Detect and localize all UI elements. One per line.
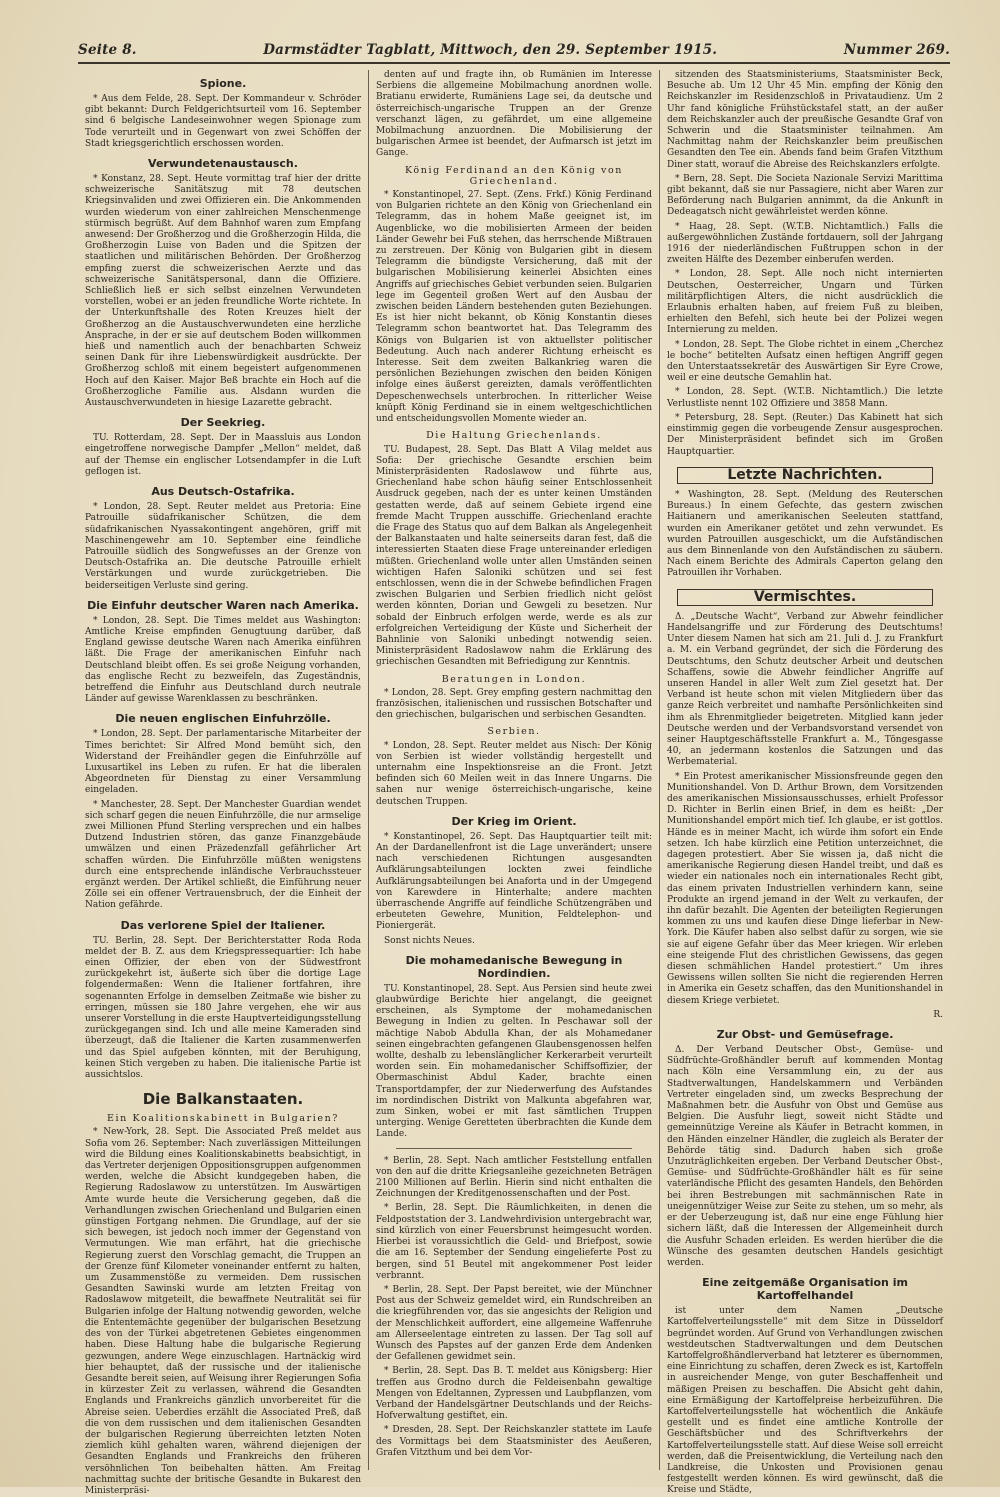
page-number: Seite 8.: [78, 42, 137, 58]
newspaper-title-date: Darmstädter Tagblatt, Mittwoch, den 29. September 1915.: [263, 42, 718, 58]
divider: [396, 1148, 632, 1149]
article-ostafrika: * London, 28. Sept. Reuter meldet aus Pretoria: Eine Patrouille südafrikanischer Schützen, die dem südafrikanischen Nyassakontingent angehören, griff mit Maschinengewehr am 10. September eine feindliche Patrouille südlich des Songwefusses an der Grenze von Deutsch-Ostafrika an. Die deutsche Patrouille erhielt Verstärkungen und wurde zurückgetrieben. Die beiderseitigen Verluste sind gering.: [85, 502, 361, 591]
article-petersburg: * Petersburg, 28. Sept. (Reuter.) Das Kabinett hat sich einstimmig gegen die vorbeugende Zensur ausgesprochen. Der Ministerpräsident befindet sich im Großen Hauptquartier.: [667, 412, 943, 457]
headline-italiener: Das verlorene Spiel der Italiener.: [120, 918, 326, 932]
article-london-3: * London, 28. Sept. (W.T.B. Nichtamtlich.) Die letzte Verlustliste nennt 102 Offiziere und 3858 Mann.: [667, 387, 943, 409]
columns: [78, 70, 950, 1496]
article-haltung-griechenlands: TU. Budapest, 28. Sept. Das Blatt A Vilag meldet aus Sofia: Der griechische Gesandte erschien beim Ministerpräsidenten Radoslawow und führte aus, Griechenland habe schon häufig seiner Entschlossenheit Ausdruck gegeben, nach der es unter keinen Umständen gestatten werde, daß auf seinem Gebiete irgend eine fremde Macht Truppen ausschiffe. Griechenland erachte die Frage des Status quo auf dem Balkan als Angelegenheit der Balkanstaaten und halte seinerseits daran fest, daß die interessierten Staaten diese Frage untereinander erledigen müßten. Griechenland wolle unter allen Umständen seinen wichtigen Hafen Saloniki schützen und sei fest entschlossen, wenn die in der Schwebe befindlichen Fragen zwischen Bulgarien und Serbien friedlich nicht gelöst werden könnten, Dorian und Gewgeli zu besetzen. Nur sobald der Einbruch erfolgen werde, werde es als zur erfolgreichen Verteidigung der Küste und Sicherheit der Bahnlinie von Saloniki unbedingt notwendig seien. Ministerpräsident Radoslawow nahm die Erklärung des griechischen Gesandten mit Befriedigung zur Kenntnis.: [376, 444, 652, 668]
article-berlin-1: * Berlin, 28. Sept. Nach amtlicher Feststellung entfallen von den auf die dritte Kriegsanleihe gezeichneten Beträgen 2100 Millionen auf Berlin. Hierin sind nicht enthalten die Zeichnungen der Kreditgenossenschaften und der Post.: [376, 1155, 652, 1200]
subheadline-haltung-griechenlands: Die Haltung Griechenlands.: [426, 430, 602, 442]
article-berlin-4: * Berlin, 28. Sept. Das B. T. meldet aus Königsberg: Hier treffen aus Grodno durch die Feldeisenbahn gewaltige Mengen von Edeltannen, Zypressen und Laubpflanzen, vom Verband der Handelsgärtner Deutschlands und der Reichs-Hofverwaltung gestiftet, ein.: [376, 1366, 652, 1422]
article-continued: sitzenden des Staatsministeriums, Staatsminister Beck, Besuche ab. Um 12 Uhr 45 Min. empfing der König den Reichskanzler im Residenzschloß in Privataudienz. Um 2 Uhr fand königliche Frühstückstafel statt, an der außer dem Reichskanzler auch der preußische Gesandte Graf von Schwerin und die Staatsminister teilnahmen. Am Nachmittag nahm der Reichskanzler beim preußischen Gesandten den Tee ein. Abends fand beim Grafen Vitzthum Diner statt, worauf die Abreise des Reichskanzlers erfolgte.: [667, 70, 943, 170]
article-einfuhr: * London, 28. Sept. Die Times meldet aus Washington: Amtliche Kreise empfinden Genugtuung darüber, daß England gewisse deutsche Waren nach Amerika einführen läßt. Die Frage der amerikanischen Einfuhr nach Deutschland bleibt offen. Es sei große Neigung vorhanden, das englische Recht zu bezweifeln, das Zugeständnis, betreffend die Einfuhr aus Deutschland durch neutrale Länder auf gewisse Warenklassen zu beschränken.: [85, 615, 361, 705]
headline-balkanstaaten: Die Balkanstaaten.: [142, 1090, 304, 1109]
column-1: [78, 70, 368, 1496]
headline-letzte-nachrichten: Letzte Nachrichten.: [677, 467, 933, 484]
article-serbien: * London, 28. Sept. Reuter meldet aus Nisch: Der König von Serbien ist wieder vollständig hergestellt und unternahm eine Inspektionsreise an die Front. Jetzt befinden sich 60 Meilen weit in das Innere Ungarns. Die sahen nur wenige österreichisch-ungarische, keine deutschen Truppen.: [376, 740, 652, 807]
headline-nordindien: Die mohamedanische Bewegung in Nordindien.: [405, 953, 623, 980]
article-berlin-2: * Berlin, 28. Sept. Die Räumlichkeiten, in denen die Feldpoststation der 3. Landwehrdivision untergebracht war, sind kürzlich von einer Feuersbrunst heimgesucht worden. Hierbei ist voraussichtlich die Geld- und Briefpost, sowie die am 16. September der Sendung eingelieferte Post zu bergen, sind 51 Beutel mit angekommener Post leider verbrannt.: [376, 1203, 652, 1281]
article-italiener: TU. Berlin, 28. Sept. Der Berichterstatter Roda Roda meldet der B. Z. aus dem Kriegspressequartier: Ich habe einen Offizier, der eben von der Südwestfront zurückgekehrt ist, äußerte sich über die dortige Lage folgendermaßen: Wenn die Italiener fortfahren, ihre sogenannten Erfolge in demselben Zeitmaße wie bisher zu erringen, müssen sie 180 Jahre vergehen, ehe wir aus unserer Vorstellung in die erste Hauptverteidigungsstellung zurückgegangen sind. Ich und alle meine Kameraden sind überzeugt, daß die Italiener die Karten zusammenwerfen und das Spiel aufgeben könnten, mit der Beruhigung, keinen Stich vergeben zu haben. Die italienische Partie ist aussichtslos.: [85, 935, 361, 1081]
article-london-2: * London, 28. Sept. The Globe richtet in einem „Cherchez le boche“ betitelten Aufsatz einen heftigen Angriff gegen den Unterstaatssekretär des Auswärtigen Sir Eyre Crowe, weil er eine deutsche Gemahlin hat.: [667, 339, 943, 384]
headline-einfuhr: Die Einfuhr deutscher Waren nach Amerika.: [87, 598, 359, 612]
headline-obst-gemuese: Zur Obst- und Gemüsefrage.: [716, 1028, 894, 1042]
headline-kartoffelhandel: Eine zeitgemäße Organisation im Kartoffelhandel: [702, 1276, 908, 1303]
headline-vermischtes: Vermischtes.: [677, 589, 933, 606]
signature: R.: [933, 1009, 943, 1020]
article-seekrieg: TU. Rotterdam, 28. Sept. Der in Maassluis aus London eingetroffene norwegische Dampfer „Mellon“ meldet, daß auf der Themse ein englischer Lotsendampfer in die Luft geflogen ist.: [85, 433, 361, 477]
subheadline-koenig-ferdinand: König Ferdinand an den König von Griechenland.: [404, 164, 624, 187]
subheadline-beratungen: Beratungen in London.: [441, 673, 587, 685]
article-beratungen: * London, 28. Sept. Grey empfing gestern nachmittag den französischen, italienischen und russischen Botschafter und den griechischen, bulgarischen und serbischen Gesandten.: [376, 687, 652, 721]
article-protest: * Ein Protest amerikanischer Missionsfreunde gegen den Munitionshandel. Von D. Arthur Brown, dem Vorsitzenden des amerikanischen Missionsausschusses, erhielt Professor D. Richter in Berlin einen Brief, in dem es heißt: „Der Munitionshandel empört mich tief. Ich glaube, er ist gottlos. Hände es in meiner Macht, ich würde ihm sofort ein Ende setzen. Ich habe kürzlich eine Petition unterzeichnet, die dagegen protestiert. Aber Sie wissen ja, daß nicht die amerikanische Regierung diesen Handel treibt, und daß es wieder ein nationales noch ein internationales Recht gibt, das einem privaten Industriellen verhindern kann, seine Produkte an irgend jemand in der Welt zu verkaufen, der ihn dafür bezahlt. Die Agenten der beteiligten Regierungen kommen zu uns und kaufen diese Dinge lieferbar in New-York. Die Käufer haben also selbst dafür zu sorgen, wie sie sie auf eigene Gefahr über das Meer kriegen. Wir erleben eine steigende Flut des christlichen Gewissens, das gegen diesen schmählichen Handel protestiert.“ Um ihres Gewissens willen sollten Sie nicht die regierenden Herren in Amerika ein Gesetz schaffen, das den Munitionshandel in diesem Kriege verbietet.: [667, 771, 943, 1006]
article-bern: * Bern, 28. Sept. Die Societa Nazionale Servizi Marittima gibt bekannt, daß sie nur Passagiere, nicht aber Waren zur Beförderung nach Bulgarien annimmt, da die Ankunft in Dedeagatsch nicht gewährleistet werden könne.: [667, 173, 943, 218]
headline-spione: Spione.: [199, 77, 247, 90]
headline-seekrieg: Der Seekrieg.: [180, 416, 266, 430]
issue-number: Nummer 269.: [843, 42, 950, 58]
article-berlin-3: * Berlin, 28. Sept. Der Papst bereitet, wie der Münchner Post aus der Schweiz gemeldet wird, ein Rundschreiben an die kriegführenden vor, das sie angesichts der Religion und der Menschlichkeit auffordert, eine allgemeine Waffenruhe am Allerseelentage eintreten zu lassen. Der Tag soll auf Wunsch des Papstes auf der ganzen Erde dem Andenken der Gefallenen gewidmet sein.: [376, 1284, 652, 1363]
subheadline-koalition: Ein Koalitionskabinett in Bulgarien?: [107, 1113, 339, 1125]
article-koalition: * New-York, 28. Sept. Die Associated Preß meldet aus Sofia vom 26. September: Nach zuverlässigen Mitteilungen wird die Bildung eines Koalitionskabinetts beabsichtigt, in das Vertreter derjenigen Oppositionsgruppen aufgenommen werden, welche die Absicht kundgegeben haben, die Regierung Radoslawow zu unterstützen. Im Auswärtigen Amte wurde heute die Versicherung gegeben, daß die Verhandlungen zwischen Griechenland und Bulgarien einen günstigen Fortgang nehmen. Die Grundlage, auf der sie sich bewegen, ist jedoch noch immer der Gegenstand von Vermutungen. Wie man erfährt, hat die griechische Regierung zuerst den Vorschlag gemacht, die Truppen an der Grenze fünf Kilometer voneinander entfernt zu halten, um Zusammenstöße zu vermeiden. Dem russischen Gesandten Sawinski wurde am letzten Freitag von Radoslawow mitgeteilt, die bewaffnete Neutralität sei für Bulgarien infolge der Haltung notwendig geworden, welche die Ententemächte gegenüber der bulgarischen Besetzung des von der Türkei abgetretenen Gebietes eingenommen haben. Diese Haltung habe die bulgarische Regierung gezwungen, andere Wege einzuschlagen. Hartnäckig wird hier behauptet, daß der russische und der italienische Gesandte bereit seien, auf Weisung ihrer Regierungen Sofia in kürzester Zeit zu verlassen, während die Gesandten Englands und Frankreichs gänzlich unvorbereitet für die Abreise seien. Ueberdies erzählt die Associated Preß, daß die von dem russischen und dem italienischen Gesandten der bulgarischen Regierung überreichten letzten Noten ziemlich kühl gehalten waren, während diejenigen der Gesandten Englands und Frankreichs den früheren versöhnlichen Ton beibehalten hätten. Am Freitag nachmittag suchte der britische Gesandte in Bukarest den Ministerpräsi-: [85, 1127, 361, 1496]
headline-ostafrika: Aus Deutsch-Ostafrika.: [151, 485, 295, 499]
headline-krieg-im-orient: Der Krieg im Orient.: [451, 814, 577, 828]
article-obst-gemuese: Δ. Der Verband Deutscher Obst-, Gemüse- und Südfrüchte-Großhändler beruft auf kommenden Montag nach Köln eine Versammlung ein, zu der aus Stadtverwaltungen, Handelskammern und Verbänden Vertreter eingeladen sind, um zwecks Besprechung der Maßnahmen betr. die Ausfuhr von Obst und Gemüse aus Belgien. Die Ausfuhr liegt, soweit nicht Städte und gemeinnützige Vereine als Käufer in Betracht kommen, in den Händen einzelner Händler, die zugleich als Berater der Behörde tätig sind. Dadurch haben sich große Unzuträglichkeiten ergeben. Der Verband Deutscher Obst-, Gemüse- und Südfrüchte-Großhändler hält es für seine vaterländische Pflicht des gesamten Handels, den Behörden bei ihren Bestrebungen mit sachmännischen Rate in uneigennütziger Weise zur Seite zu stehen, um so mehr, als er der Ueberzeugung ist, daß nur eine enge Fühlung hier sichern läßt, daß die Interessen der Allgemeinheit durch die Ausfuhr Schaden erleiden. Es werden hierüber die die Wünsche des gesamten deutschen Handels gesichtigt werden.: [667, 1045, 943, 1268]
article-deutsche-wacht: Δ. „Deutsche Wacht“, Verband zur Abwehr feindlicher Handelsangriffe und zur Förderung des Deutschtums! Unter diesem Namen hat sich am 21. Juli d. J. zu Frankfurt a. M. ein Verband gegründet, der sich die Förderung des Deutschtums, den Schutz deutscher Arbeit und deutschen Schaffens, sowie die Abwehr feindlicher Angriffe auf unseren Handel in aller Welt zum Ziel gesetzt hat. Der Verband ist heute schon mit vielen Mitgliedern über das ganze Reich verbreitet und namhafte Persönlichkeiten sind ihm als Ehrenmitglieder beigetreten. Mitglied kann jeder Deutsche werden und der Verbandsvorstand versendet von seiner Hauptgeschäftsstelle Frankfurt a. M., Töngesgasse 40, an jedermann kostenlos die Satzungen und das Werbematerial.: [667, 611, 943, 768]
article-washington: * Washington, 28. Sept. (Meldung des Reuterschen Bureaus.) In einem Gefechte, das gestern zwischen Haitianern und amerikanischen Seeleuten stattfand, wurden ein Amerikaner getötet und zehn verwundet. Es wurden Patrouillen ausgeschickt, um die Aufständischen aus dem Binnenlande von den Aufständischen zu säubern. Nach einem Berichte des Admirals Caperton gelang den Patrouillen ihr Vorhaben.: [667, 489, 943, 579]
column-2: [368, 70, 659, 1470]
article-dresden: * Dresden, 28. Sept. Der Reichskanzler stattete im Laufe des Vormittags bei dem Staatsminister des Aeußeren, Grafen Vitzthum und bei dem Vor-: [376, 1425, 652, 1458]
article-einfuhrzoelle-1: * London, 28. Sept. Der parlamentarische Mitarbeiter der Times berichtet: Sir Alfred Mond bemüht sich, den Widerstand der Freihändler gegen die Einfuhrzölle auf Luxusartikel ins Leben zu rufen. Er hat die liberalen Abgeordneten für Dienstag zu einer Versammlung eingeladen.: [85, 729, 361, 796]
article-continued: denten auf und fragte ihn, ob Rumänien im Interesse Serbiens die allgemeine Mobilmachung anordnen wolle. Bratianu erwiderte, Rumäniens Lage sei, da deutsche und österreichisch-ungarische Truppen an der Grenze verschanzt lägen, zu gefährdet, um eine allgemeine Mobilmachung anzuordnen. Die Mobilisierung der bulgarischen Armee ist beendet, der Aufmarsch ist jetzt im Gange.: [376, 70, 652, 159]
article-haag: * Haag, 28. Sept. (W.T.B. Nichtamtlich.) Falls die außergewöhnlichen Zustände fortdauern, soll der Jahrgang 1916 der niederländischen Fußtruppen schon in der zweiten Hälfte des Dezember einberufen werden.: [667, 221, 943, 266]
headline-verwundetenaustausch: Verwundetenaustausch.: [148, 157, 298, 171]
article-london-1: * London, 28. Sept. Alle noch nicht internierten Deutschen, Oesterreicher, Ungarn und Türken militärpflichtigen Alters, die nicht ausdrücklich die Erlaubnis erhalten haben, auf freiem Fuß zu bleiben, erhielten den Befehl, sich heute bei der Polizei wegen Internierung zu melden.: [667, 269, 943, 336]
article-verwundetenaustausch: * Konstanz, 28. Sept. Heute vormittag traf hier der dritte schweizerische Sanitätszug mit 78 deutschen Kriegsinvaliden und zwei Offizieren ein. Die Ankommenden wurden wiederum von einer zahlreichen Menschenmenge stürmisch begrüßt. Auf dem Bahnhof waren zum Empfang anwesend: Der Großherzog und die Großherzogin Hilda, die Großherzogin Luise von Baden und die Spitzen der staatlichen und militärischen Behörden. Der Großherzog empfing zuerst die schweizerischen Aerzte und das schweizerische Sanitätspersonal, dann die Offiziere. Schließlich ließ er sich selbst einzelnen Verwundeten vorstellen, wobei er an jeden freundliche Worte richtete. In der Unterkunftshalle des Roten Kreuzes hielt der Großherzog an die Austauschverwundeten eine herzliche Ansprache, in der er sie auf deutschem Boden willkommen hieß und namentlich auch der benachbarten Schweiz seinen Dank für ihre Liebenswürdigkeit ausdrückte. Der Großherzog schloß mit einem begeistert aufgenommenen Hoch auf den Kaiser. Major Beß brachte ein Hoch auf die Großherzogliche Familie aus. Alsdann wurden die Austauschverwundeten in hiesige Lazarette gebracht.: [85, 174, 361, 409]
article-spione: * Aus dem Felde, 28. Sept. Der Kommandeur v. Schröder gibt bekannt: Durch Feldgerichtsurteil vom 16. September sind 6 belgische Landeseinwohner wegen Spionage zum Tode verurteilt und in Gegenwart von zwei Schöffen der Stadt kriegsgerichtlich erschossen worden.: [85, 94, 361, 149]
article-kartoffelhandel: ist unter dem Namen „Deutsche Kartoffelverteilungsstelle“ mit dem Sitze in Düsseldorf begründet worden. Auf Grund von Verhandlungen zwischen westdeutschen Stadtverwaltungen und dem Deutschen Kartoffelgroßhändlerverband hat letzterer es übernommen, eine Einrichtung zu schaffen, deren Zweck es ist, Kartoffeln in ausreichender Menge, von guter Beschaffenheit und mäßigen Preisen zu beschaffen. Die Absicht geht dahin, eine Ermäßigung der Kartoffelpreise herbeizuführen. Die Kartoffelverteilungsstelle hat wöchentlich die Ankäufe gestellt und es findet eine amtliche Kontrolle der Geschäftsbücher und des Schriftverkehrs der Kartoffelverteilungsstelle statt. Auf diese Weise soll erreicht werden, daß die Preisentwicklung, die Verteilung nach den Landkreise, die Unkosten und Provisionen genau festgestellt werden können. Es wird gewünscht, daß die Kreise und Städte,: [667, 1306, 943, 1496]
subheadline-serbien: Serbien.: [487, 726, 541, 738]
masthead: [78, 42, 950, 64]
headline-einfuhrzoelle: Die neuen englischen Einfuhrzölle.: [115, 712, 331, 726]
article-einfuhrzoelle-2: * Manchester, 28. Sept. Der Manchester Guardian wendet sich scharf gegen die neuen Einfuhrzölle, die nur armselige zwei Millionen Pfund Sterling versprechen und ein halbes Dutzend Industrien stören, das ganze Finanzgebäude umwälzen und einen Präzedenzfall gefährlicher Art schaffen würden. Die Einfuhrzölle müßten wenigstens durch eine entsprechende inländische Verbrauchssteuer ergänzt werden. Der Artikel schließt, die Einführung neuer Zölle sei ein offener Vertrauensbruch, der die Einheit der Nation gefährde.: [85, 799, 361, 911]
article-krieg-im-orient-2: Sonst nichts Neues.: [384, 935, 475, 946]
column-3: [659, 70, 950, 1496]
article-krieg-im-orient: * Konstantinopel, 26. Sept. Das Hauptquartier teilt mit: An der Dardanellenfront ist die Lage unverändert; unsere nach verschiedenen Richtungen ausgesandten Aufklärungsabteilungen lockten zwei feindliche Aufklärungsabteilungen bei Anaforta und in der Umgegend von Karewdere in Hinterhalte; andere machten überraschende Angriffe auf feindliche Schützengräben und erbeuteten Gewehre, Munition, Feldtelephon- und Pioniergerät.: [376, 831, 652, 932]
article-koenig-ferdinand: * Konstantinopel, 27. Sept. (Zens. Frkf.) König Ferdinand von Bulgarien richtete an den König von Griechenland ein Telegramm, das in hohem Maße geeignet ist, im Augenblicke, wo die mobilisierten Armeen der beiden Länder Gewehr bei Fuß stehen, das herrschende Mißtrauen zu zerstreuen. Der König von Bulgarien gibt in diesem Telegramm die bündigste Versicherung, daß mit der bulgarischen Mobilisierung keinerlei Absichten eines Angriffs auf griechisches Gebiet verbunden seien. Bulgarien lege im Gegenteil großen Wert auf den Ausbau der zwischen beiden Ländern bestehenden guten Beziehungen. Es ist hier nicht bekannt, ob König Konstantin dieses Telegramm schon beantwortet hat. Das Telegramm des Königs von Bulgarien ist von aktuellster politischer Bedeutung. Auch nach anderer Richtung erheischt es Interesse. Seit dem zweiten Balkankrieg waren die persönlichen Beziehungen zwischen den beiden Königen infolge eines äußerst gereizten, damals veröffentlichten Depeschenwechsels unterbrochen. In ritterlicher Weise knüpft König Ferdinand sie in einem weltgeschichtlichen und entscheidungsvollen Momente wieder an.: [376, 190, 652, 425]
article-nordindien: TU. Konstantinopel, 28. Sept. Aus Persien sind heute zwei glaubwürdige Berichte hier angelangt, die geeignet erscheinen, als Symptome der mohamedanischen Bewegung in Indien zu gelten. In Peschawar soll der mächtige Nabob Abdulla Khan, der als Mohamedaner seinen eingebrachten gefangenen Glaubensgenossen helfen wollte, deshalb zu lebenslänglicher Kerkerarbeit verurteilt worden sein. Ein mohamedanischer Schiffsoffizier, der Obermaschinist Abdul Kader, brachte einen Transportdampfer, der zur Niederwerfung des Aufstandes im nordindischen Distrikt von Malkunta abgefahren war, zum Sinken, wobei er mit fast sämtlichen Truppen unterging. Wenige Geretteten überbrachten die Kunde dem Lande.: [376, 983, 652, 1140]
